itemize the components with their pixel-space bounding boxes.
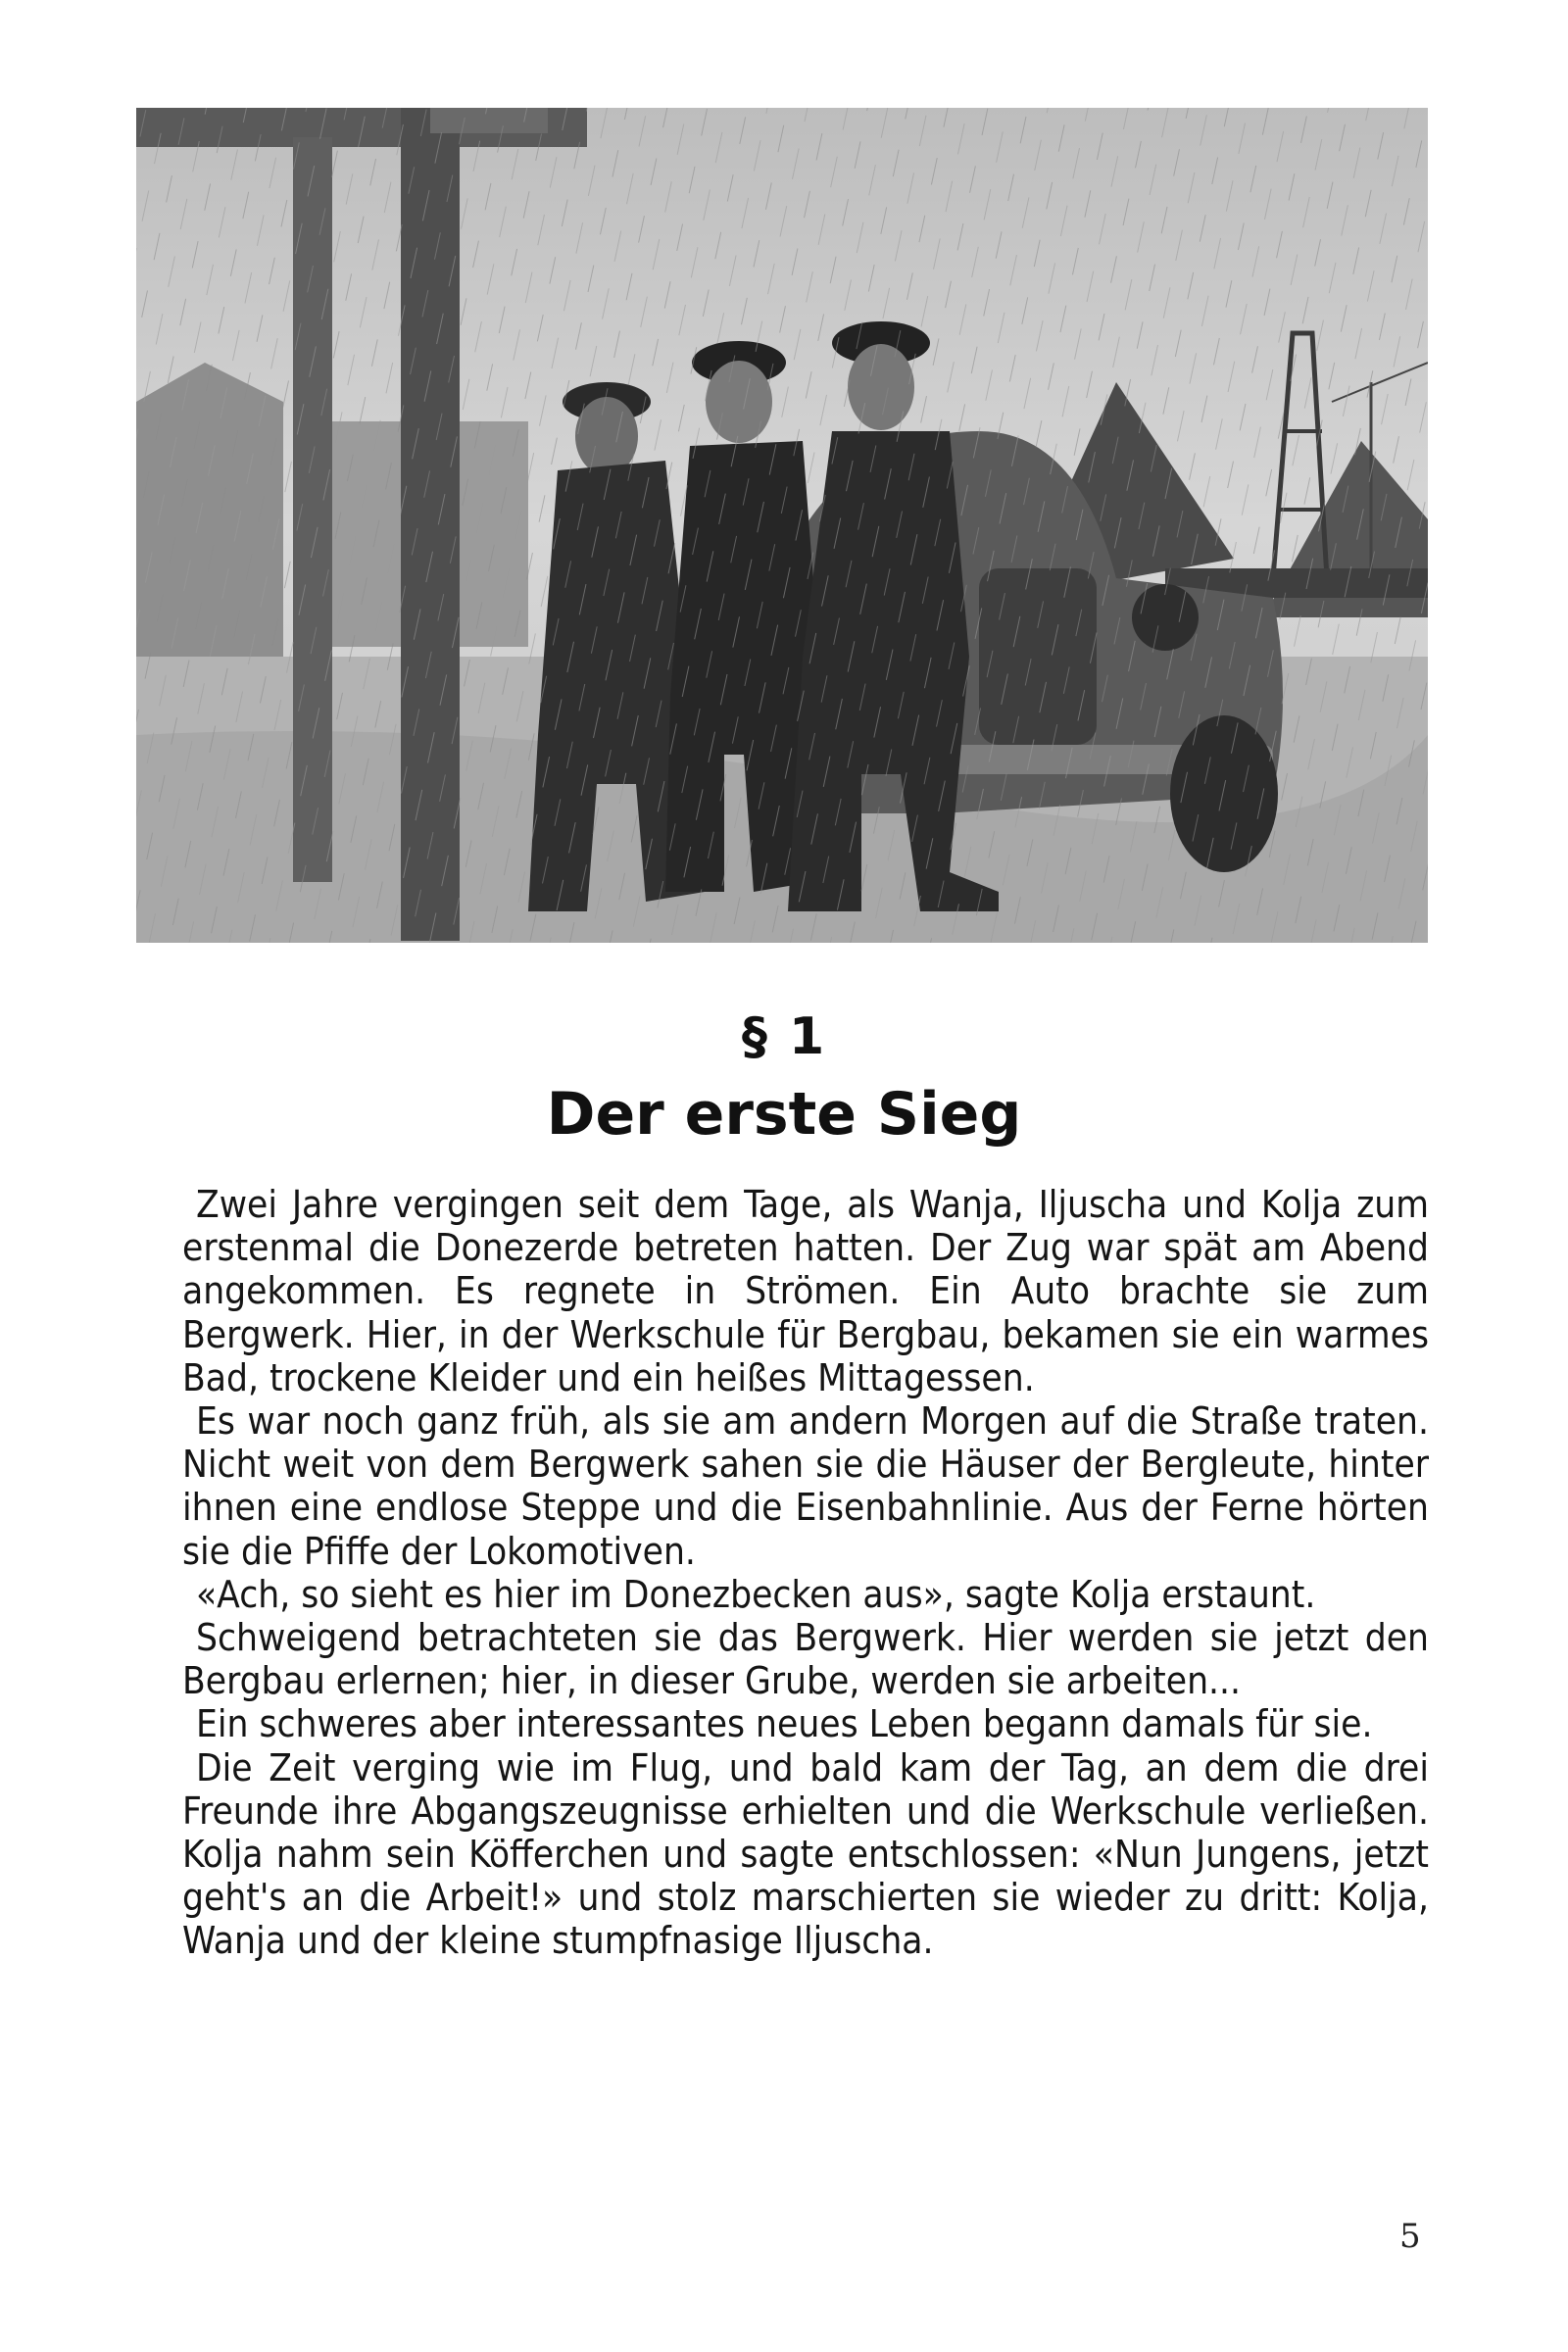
paragraph: Es war noch ganz früh, als sie am andern Morgen auf die Straße traten. Nicht weit von dem Bergwerk sahen sie die Häuser der Bergleute, hinter ihnen eine endlose Steppe und die Eisenbahnlinie. Aus der Ferne hörten sie die Pfiffe der Lokomotiven. [182, 1399, 1429, 1574]
miners-walking-in-rain-illustration [136, 108, 1428, 943]
body-text [182, 1184, 1429, 1964]
paragraph: Die Zeit verging wie im Flug, und bald kam der Tag, an dem die drei Freunde ihre Abgangszeugnisse erhielten und die Werkschule verließen. Kolja nahm sein Köfferchen und sagte entschlossen: «Nun Jungens, jetzt geht's an die Arbeit!» und stolz marschierten sie wieder zu dritt: Kolja, Wanja und der kleine stumpfnasige Iljuscha. [182, 1745, 1429, 1964]
illustration-drawing [136, 108, 1428, 943]
paragraph: «Ach, so sieht es hier im Donezbecken aus», sagte Kolja erstaunt. [196, 1572, 1316, 1617]
section-mark: § 1 [741, 1007, 827, 1066]
paragraph: Zwei Jahre vergingen seit dem Tage, als Wanja, Iljuscha und Kolja zum erstenmal die Donezerde betreten hatten. Der Zug war spät am Abend angekommen. Es regnete in Strömen. Ein Auto brachte sie zum Bergwerk. Hier, in der Werkschule für Bergbau, bekamen sie ein warmes Bad, trockene Kleider und ein heißes Mittagessen. [182, 1183, 1429, 1400]
page-number: 5 [1399, 2217, 1421, 2256]
paragraph: Schweigend betrachteten sie das Bergwerk. Hier werden sie jetzt den Bergbau erlernen; hier, in dieser Grube, werden sie arbeiten... [182, 1616, 1429, 1704]
chapter-title: Der erste Sieg [546, 1080, 1022, 1149]
paragraph: Ein schweres aber interessantes neues Leben begann damals für sie. [196, 1702, 1373, 1747]
